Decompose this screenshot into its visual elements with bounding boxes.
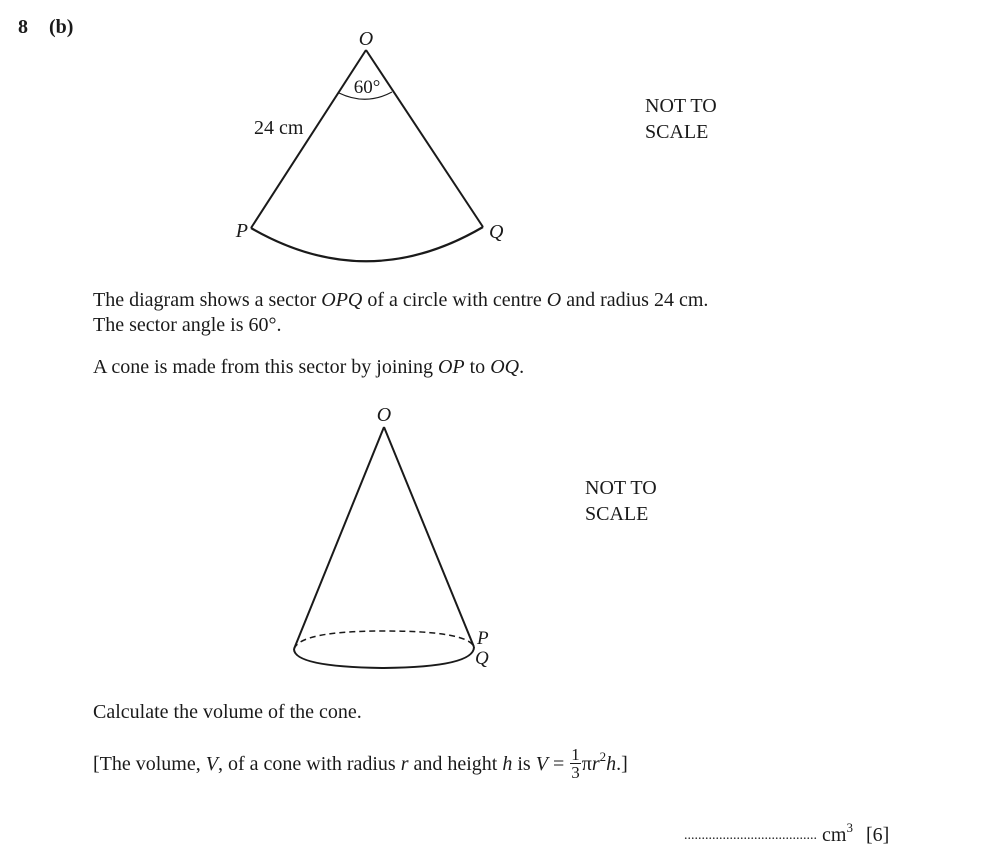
text-run: to [464, 356, 491, 378]
var-v: V [205, 753, 218, 776]
var-r: r [591, 753, 600, 776]
fraction-numerator: 1 [571, 745, 580, 764]
cone-label-q: Q [475, 648, 489, 669]
vertex-label-p: P [235, 220, 248, 242]
text-run: . [519, 356, 525, 378]
volume-formula [93, 745, 628, 783]
vertex-label-o: O [358, 28, 374, 50]
fraction-one-third [570, 746, 581, 781]
answer-blank[interactable]: ...................................... [684, 828, 817, 843]
text-run: and height [408, 753, 503, 776]
scale-note-sector [645, 93, 717, 145]
var-h: h [502, 753, 513, 776]
cone-left-side [294, 427, 384, 649]
text-run: of a circle with centre [362, 289, 547, 311]
fraction-denominator: 3 [571, 763, 580, 782]
text-run: A cone is made from this sector by joining [93, 356, 438, 378]
cone-label-p: P [477, 628, 489, 649]
sector-side-oq [366, 50, 483, 227]
cone-right-side [384, 427, 474, 647]
text-run: The diagram shows a sector [93, 289, 322, 311]
centre-name: O [546, 289, 562, 311]
cone-base-front [294, 647, 474, 668]
vertex-label-q: Q [489, 221, 504, 243]
cone-construction-text [93, 355, 524, 380]
scale-note-line2: SCALE [645, 121, 709, 143]
radius-label: 24 cm [254, 117, 304, 139]
sector-diagram [0, 0, 1004, 290]
var-h: h [606, 753, 617, 776]
description-paragraph [93, 288, 708, 338]
cone-base-back [294, 631, 474, 649]
answer-unit-exponent: 3 [846, 820, 853, 835]
var-v: V [535, 753, 548, 776]
equals-sign: = [547, 753, 570, 776]
scale-note-line1: NOT TO [585, 477, 657, 499]
angle-label: 60° [353, 77, 381, 98]
text-run: is [512, 753, 536, 776]
text-run: and radius 24 cm. [561, 289, 709, 311]
scale-note-line1: NOT TO [645, 95, 717, 117]
text-run: [The volume, [93, 753, 206, 776]
answer-line [684, 820, 890, 847]
description-line-1 [93, 288, 708, 313]
cone-diagram [0, 395, 700, 685]
text-run: , of a cone with radius [217, 753, 401, 776]
segment-op: OP [437, 356, 465, 378]
description-line-2: The sector angle is 60°. [93, 314, 282, 336]
exponent: 2 [599, 749, 607, 765]
sector-name: OPQ [321, 289, 363, 311]
pi-symbol: π [581, 753, 592, 776]
scale-note-line2: SCALE [585, 503, 649, 525]
sector-arc-pq [251, 227, 483, 261]
text-run: .] [616, 753, 628, 776]
question-part: (b) [49, 16, 74, 38]
answer-unit: cm [822, 824, 847, 846]
question-number: 8 [18, 16, 28, 38]
sector-side-op [251, 50, 366, 228]
segment-oq: OQ [490, 356, 520, 378]
var-r: r [400, 753, 409, 776]
marks-label: [6] [865, 824, 890, 846]
scale-note-cone [585, 475, 657, 527]
task-instruction: Calculate the volume of the cone. [93, 701, 362, 723]
cone-vertex-label-o: O [376, 404, 392, 426]
